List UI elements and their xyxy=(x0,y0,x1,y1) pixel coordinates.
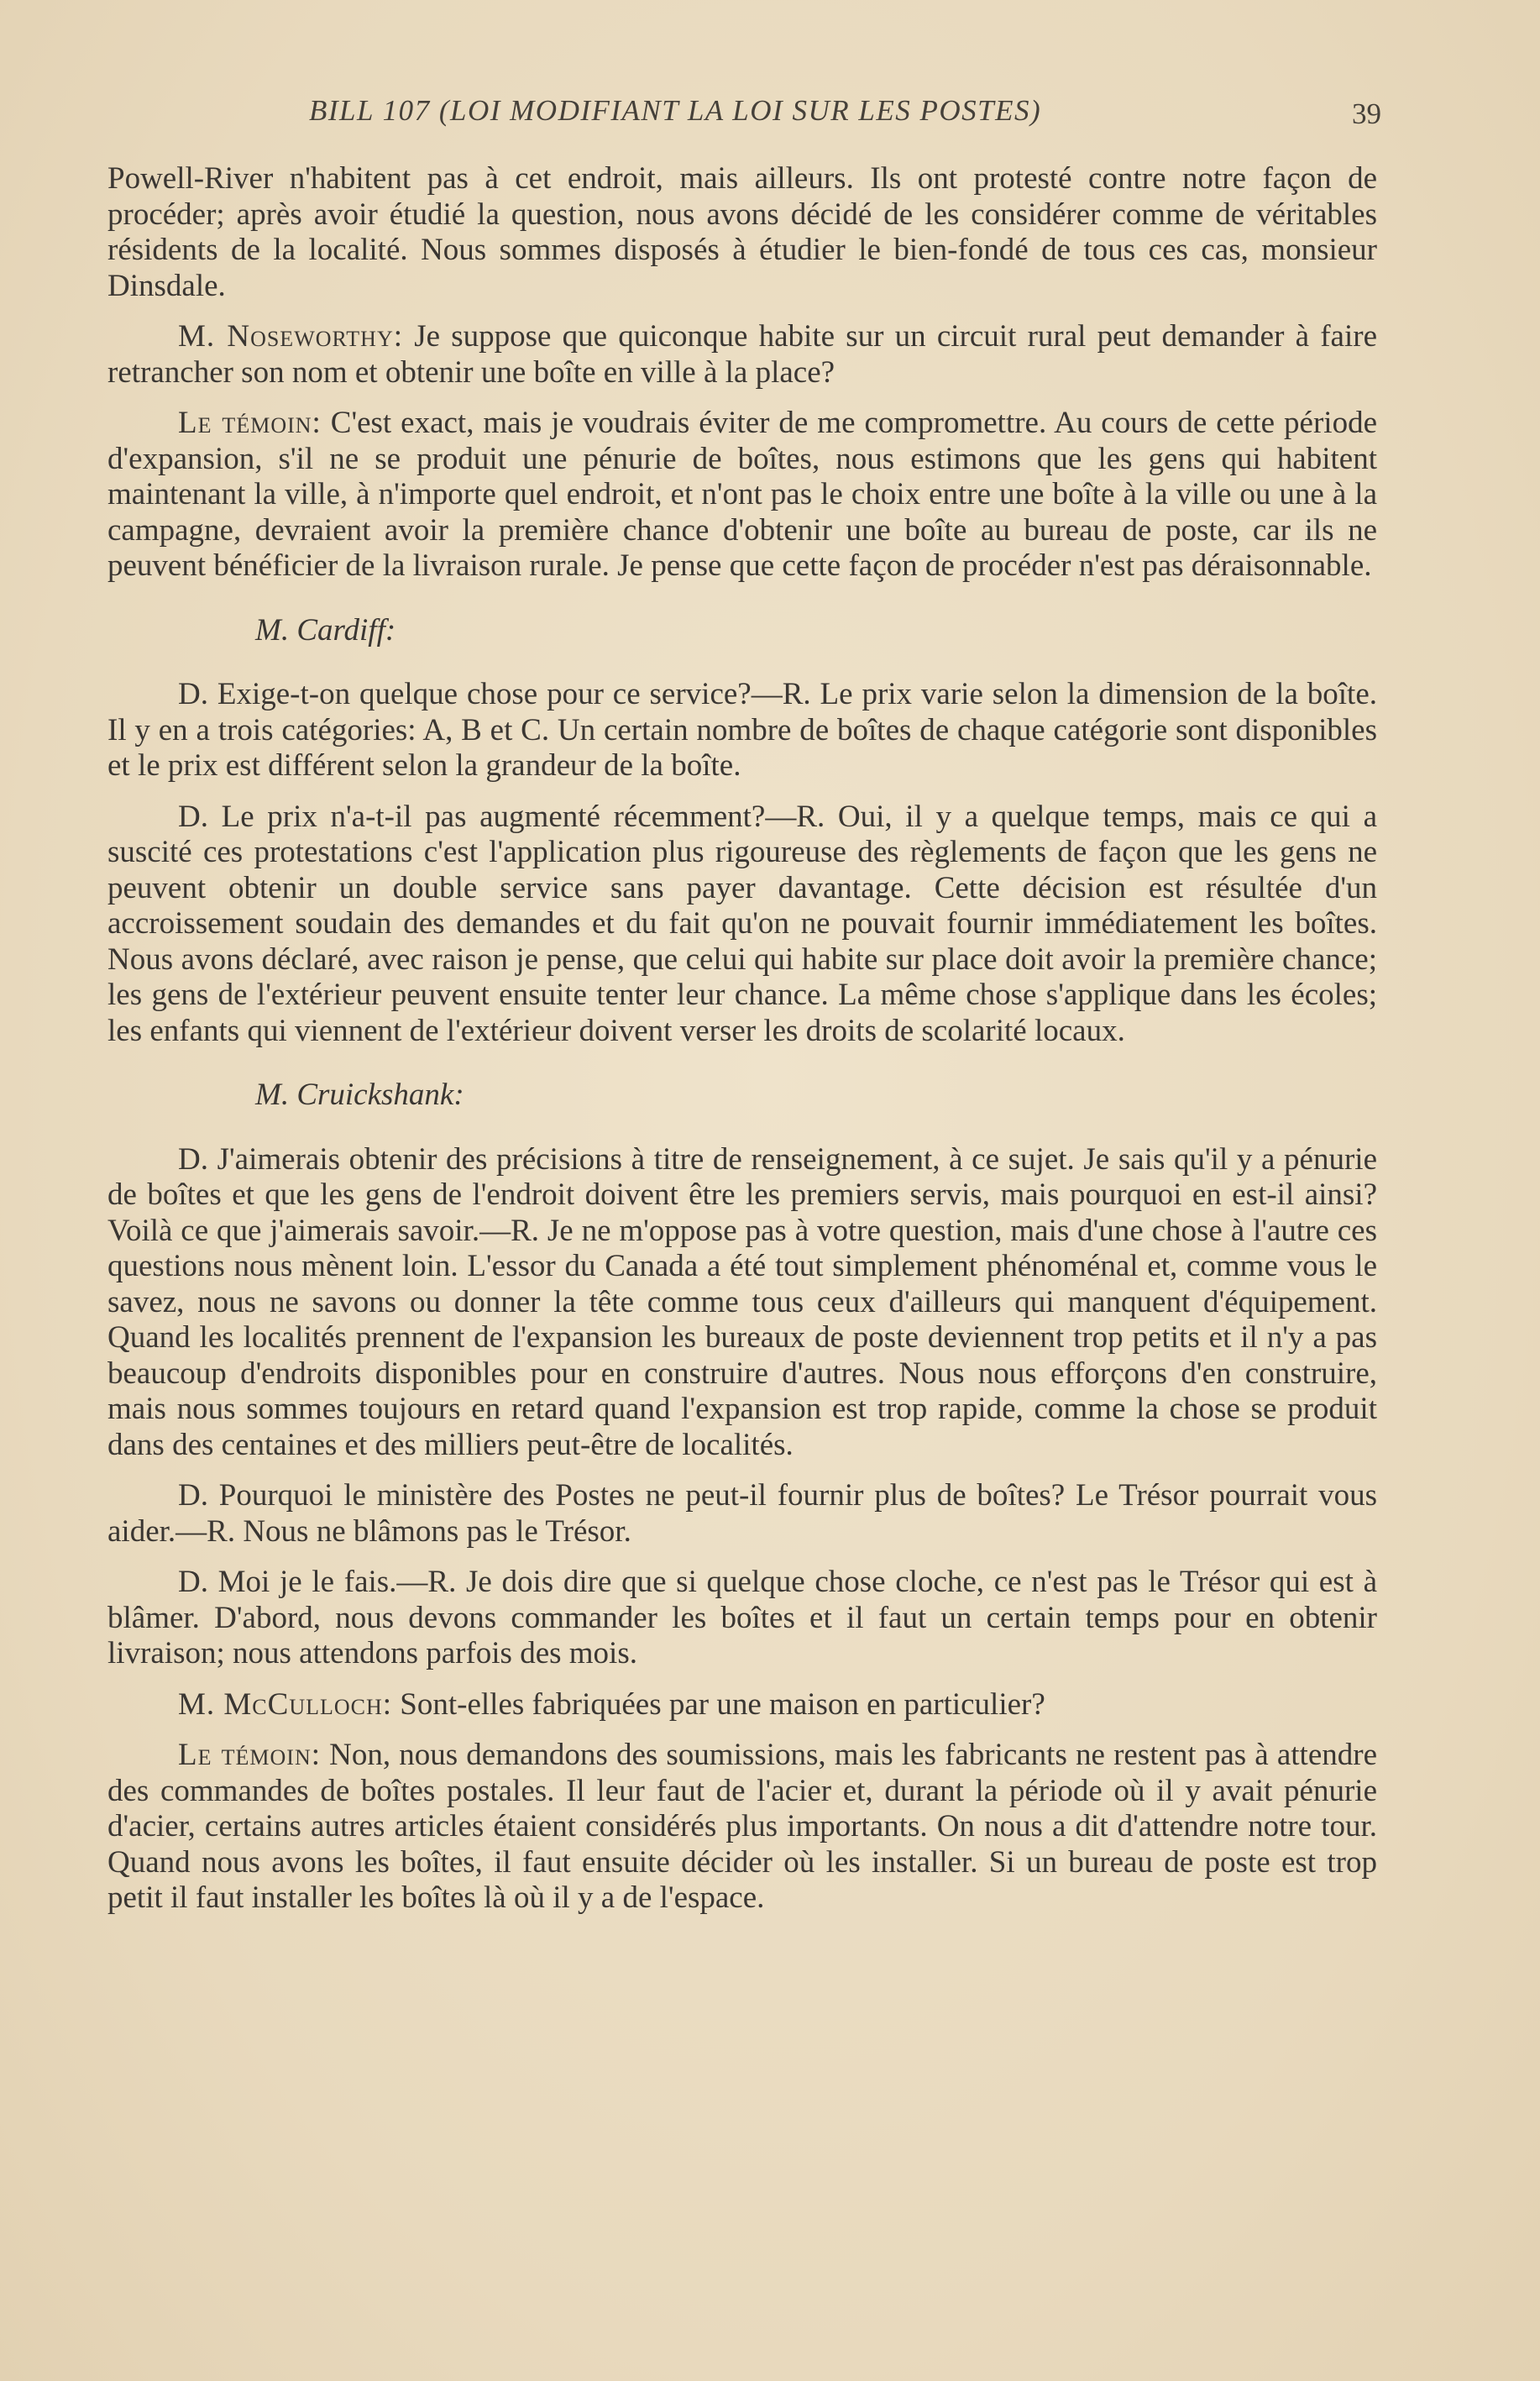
speech-noseworthy xyxy=(107,319,1377,391)
question-answer xyxy=(107,1565,1377,1672)
speaker-name: M. McCulloch: xyxy=(178,1686,393,1722)
speech-text: Je suppose que quiconque habite sur un circuit rural peut demander à faire retrancher son nom et obtenir une boîte en ville à la place? xyxy=(107,319,1377,390)
page-header xyxy=(0,94,1540,144)
section-heading-cruickshank: M. Cruickshank: xyxy=(255,1078,464,1112)
speaker-name: Le témoin: xyxy=(178,1738,321,1772)
speech-text: C'est exact, mais je voudrais éviter de me compromettre. Au cours de cette période d'expansion, s'il ne se produit une pénurie de boîtes, nous estimons que les gens qui habitent maintenant la ville, à n'importe quel endroit, et n'ont pas le choix entre une boîte à la ville ou une à la campagne, devraient avoir la première chance d'obtenir une boîte au bureau de poste, car ils ne peuvent bénéficier de la livraison rurale. Je pense que cette façon de procéder n'est pas déraisonnable. xyxy=(107,406,1377,583)
paragraph-text: D. Moi je le fais.—R. Je dois dire que si quelque chose cloche, ce n'est pas le Trésor qui est à blâmer. D'abord, nous devons commander les boîtes et il faut un certain temps pour en obtenir livraison; nous attendons parfois des mois. xyxy=(107,1565,1377,1670)
page-body xyxy=(107,161,1377,1932)
paragraph-text: Powell-River n'habitent pas à cet endroit, mais ailleurs. Ils ont protesté contre notre façon de procéder; après avoir étudié la question, nous avons décidé de les considérer comme de véritables résidents de la localité. Nous sommes disposés à étudier le bien-fondé de tous ces cas, monsieur Dinsdale. xyxy=(107,161,1377,303)
paragraph-text: D. Pourquoi le ministère des Postes ne peut-il fournir plus de boîtes? Le Trésor pourrait vous aider.—R. Nous ne blâmons pas le Trésor. xyxy=(107,1478,1377,1549)
speaker-name: M. Noseworthy: xyxy=(178,319,404,354)
running-title: BILL 107 (LOI MODIFIANT LA LOI SUR LES POSTES) xyxy=(309,94,1042,127)
question-answer xyxy=(107,677,1377,784)
speaker-name: Le témoin: xyxy=(178,406,322,440)
paragraph-text: D. Le prix n'a-t-il pas augmenté récemment?—R. Oui, il y a quelque temps, mais ce qui a suscité ces protestations c'est l'application plus rigoureuse des règlements de façon que les gens ne peuvent obtenir un double service sans payer davantage. Cette décision est résultée d'un accroissement soudain des demandes et du fait qu'on ne pouvait fournir immédiatement les boîtes. Nous avons déclaré, avec raison je pense, que celui qui habite sur place doit avoir la première chance; les gens de l'extérieur peuvent ensuite tenter leur chance. La même chose s'applique dans les écoles; les enfants qui viennent de l'extérieur doivent verser les droits de scolarité locaux. xyxy=(107,799,1377,1048)
page-number: 39 xyxy=(1352,97,1381,130)
paragraph-text: D. Exige-t-on quelque chose pour ce service?—R. Le prix varie selon la dimension de la boîte. Il y en a trois catégories: A, B et C. Un certain nombre de boîtes de chaque catégorie sont disponibles et le prix est différent selon la grandeur de la boîte. xyxy=(107,677,1377,783)
speech-text: Non, nous demandons des soumissions, mais les fabricants ne restent pas à attendre des commandes de boîtes postales. Il leur faut de l'acier et, durant la période où il y avait pénurie d'acier, certains autres articles étaient considérés plus importants. On nous a dit d'attendre notre tour. Quand nous avons les boîtes, il faut ensuite décider où les installer. Si un bureau de poste est trop petit il faut installer les boîtes là où il y a de l'espace. xyxy=(107,1738,1378,1915)
paragraph-text: D. J'aimerais obtenir des précisions à titre de renseignement, à ce sujet. Je sais qu'il y a pénurie de boîtes et que les gens de l'endroit doivent être les premiers servis, mais pourquoi en est-il ainsi? Voilà ce que j'aimerais savoir.—R. Je ne m'oppose pas à votre question, mais d'une chose à l'autre ces questions nous mènent loin. L'essor du Canada a été tout simplement phénoménal et, comme vous le savez, nous ne savons ou donner la tête comme tous ceux d'ailleurs qui manquent d'équipement. Quand les localités prennent de l'expansion les bureaux de poste deviennent trop petits et il n'y a pas beaucoup d'endroits disponibles pour en construire d'autres. Nous nous efforçons d'en construire, mais nous sommes toujours en retard quand l'expansion est trop rapide, comme la chose se produit dans des centaines et des milliers peut-être de localités. xyxy=(107,1141,1377,1462)
paragraph xyxy=(107,161,1377,304)
question-answer xyxy=(107,800,1377,1050)
speech-text: Sont-elles fabriquées par une maison en particulier? xyxy=(392,1686,1045,1722)
speech-witness xyxy=(107,1738,1377,1917)
section-heading-cardiff: M. Cardiff: xyxy=(255,612,396,648)
question-answer xyxy=(107,1478,1377,1550)
speech-mcculloch xyxy=(107,1687,1377,1723)
question-answer xyxy=(107,1142,1377,1464)
speech-witness xyxy=(107,406,1377,585)
